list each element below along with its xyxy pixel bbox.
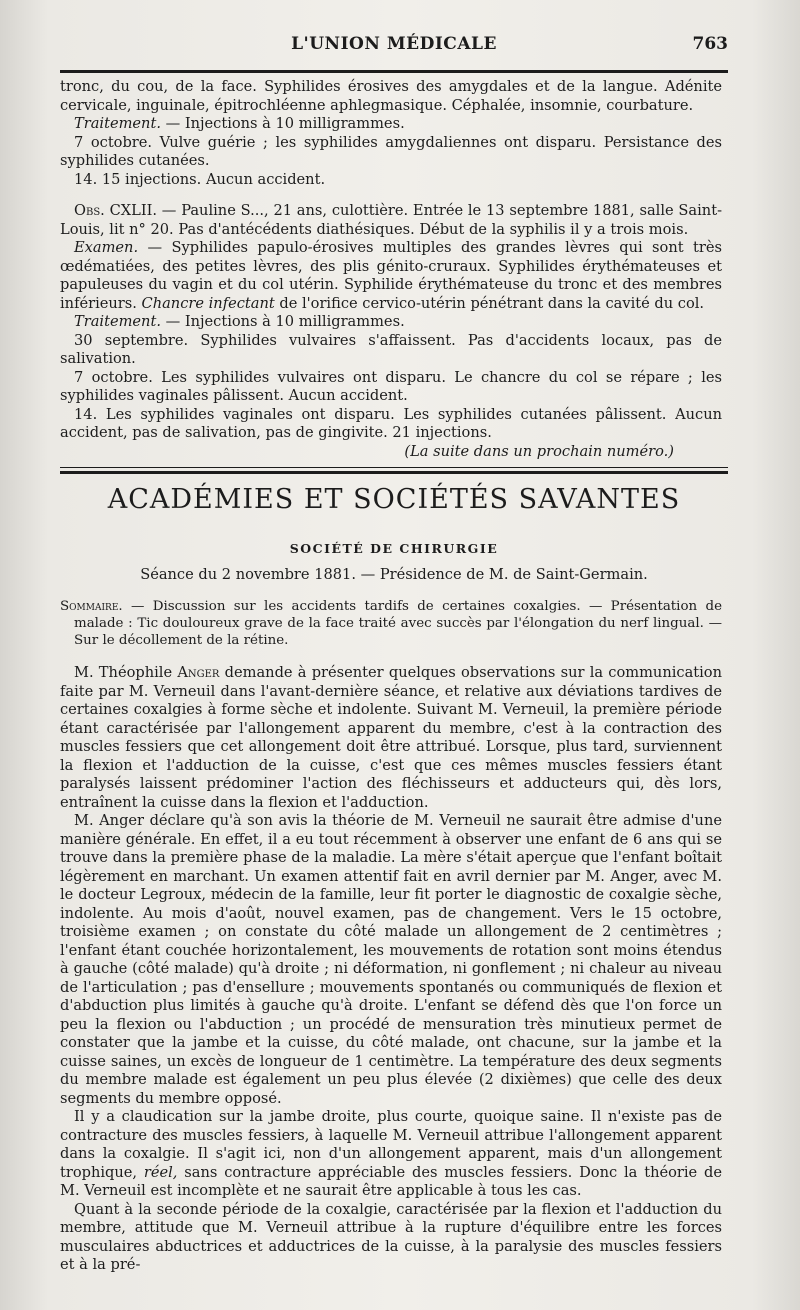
case-symptoms: tronc, du cou, de la face. Syphilides érosives des amygdales et de la langue. Adénite cervicale, inguinale, épitrochléenne aphlegmasique. Céphalée, insomnie, courbature. (60, 78, 722, 114)
chancre-text: de l'orifice cervico-utérin pénétrant dans la cavité du col. (274, 294, 705, 312)
body-paragraph-2: M. Anger déclare qu'à son avis la théorie de M. Verneuil ne saurait être admise d'une manière générale. En effet, il a eu tout récemment à observer une enfant de 6 ans qui se trouve dans la première phase de la maladie. La mère s'était aperçue que l'enfant boîtait légèrement en marchant. Un examen attentif fait en avril dernier par M. Anger, avec M. le docteur Legroux, médecin de la famille, leur fit porter le diagnostic de coxalgie sèche, indolente. Au mois d'août, nouvel examen, pas de changement. Vers le 15 octobre, troisième examen ; on constate du côté malade un allongement de 2 centimètres ; l'enfant étant couchée horizontalement, les mouvements de rotation sont moins étendus à gauche (côté malade) qu'à droite ; ni déformation, ni gonflement ; ni chaleur au niveau de l'articulation ; pas d'ensellure ; mouvements spontanés ou communiqués de flexion et d'abduction plus limités à gauche qu'à droite. L'enfant se défend dès que l'on force un peu la flexion ou l'abduction ; un procédé de mensuration très minutieux permet de constater que la jambe et la cuisse, du côté malade, ont chacune, sur la jambe et la cuisse saines, un excès de longueur de 1 centimètre. La température des deux segments du membre malade est également un peu plus élevée (2 dixièmes) que celle des deux segments du membre opposé. (60, 812, 722, 1107)
obs-oct7: 7 octobre. Les syphilides vulvaires ont disparu. Le chancre du col se répare ; les syphilides vaginales pâlissent. Aucun accident. (60, 368, 722, 404)
obs-treatment (60, 313, 722, 332)
p3-reel: réel, (143, 1163, 178, 1181)
summary-label: Sommaire. (60, 599, 123, 614)
page-number: 763 (692, 34, 728, 54)
obs-treatment-label: Traitement. (74, 313, 161, 330)
p3-b: sans contracture appréciable des muscles fessiers. Donc la théorie de M. Verneuil est incomplète et ne saurait être applicable à tous les cas. (60, 1163, 722, 1199)
p3-a: Il y a claudication sur la jambe droite, plus courte, quoique saine. Il n'existe pas de contracture des muscles fessiers, à laquelle M. Verneuil attribue l'allongement apparent dans la coxalgie. Il s'agit ici, non d'un allongement apparent, mais d'un allongement trophique, (60, 1108, 722, 1181)
summary-text: — Discussion sur les accidents tardifs de certaines coxalgies. — Présentation de malade : Tic douloureux grave de la face traité avec succès par l'élongation du nerf lingual. — Sur le décollement de la rétine. (74, 599, 722, 648)
body-paragraph-1 (60, 664, 722, 812)
case-oct7: 7 octobre. Vulve guérie ; les syphilides amygdaliennes ont disparu. Persistance des syphilides cutanées. (60, 133, 722, 169)
to-be-continued: (La suite dans un prochain numéro.) (404, 442, 674, 460)
section-title: ACADÉMIES ET SOCIÉTÉS SAVANTES (107, 484, 681, 515)
summary (60, 598, 722, 649)
obs-intro-text: — Pauline S..., 21 ans, culottière. Entrée le 13 septembre 1881, salle Saint-Louis, lit n° 20. Pas d'antécédents diathésiques. Début de la syphilis il y a trois mois. (60, 202, 722, 238)
p1-text: demande à présenter quelques observations sur la communication faite par M. Verneuil dans l'avant-dernière séance, et relative aux déviations tardives de certaines coxalgies à forme sèche et indolente. Suivant M. Verneuil, la première période étant caractérisée par l'allongement apparent du membre, c'est à la contraction des muscles fessiers que cet allongement doit être attribué. Lorsque, plus tard, surviennent la flexion et l'adduction de la cuisse, c'est que ces mêmes muscles fessiers étant paralysés laissent prédominer l'action des fléchisseurs et adducteurs qui, dès lors, entraînent la cuisse dans la flexion et l'adduction. (60, 664, 722, 811)
obs-examen (60, 239, 722, 313)
examen-label: Examen. (74, 239, 139, 256)
section-rule-top (60, 467, 728, 468)
running-title: L'UNION MÉDICALE (291, 34, 497, 54)
header-rule (60, 70, 728, 73)
p1-pre: M. Théophile (74, 664, 178, 681)
case-treatment (60, 115, 722, 134)
body-paragraph-3 (60, 1108, 722, 1201)
case-oct14: 14. 15 injections. Aucun accident. (74, 170, 326, 188)
summary-paragraph (60, 598, 722, 649)
obs-treatment-text: — Injections à 10 milligrammes. (160, 313, 405, 330)
section-rule-bottom (60, 471, 728, 474)
seance-line: Séance du 2 novembre 1881. — Présidence de M. de Saint-Germain. (140, 566, 648, 583)
obs-intro (60, 202, 722, 239)
treatment-text: — Injections à 10 milligrammes. (160, 115, 405, 132)
page-header (60, 34, 728, 58)
examen-text: — Syphilides papulo-érosives multiples des grandes lèvres qui sont très œdématiées, des petites lèvres, des plis génito-cruraux. Syphilides érythémateuses et papuleuses du vagin et du col utérin. Syphilide érythémateuse du tronc et des membres inférieurs. (60, 239, 722, 312)
obs-label: Obs. CXLII. (74, 202, 158, 219)
case-continuation (60, 78, 722, 461)
obs-oct14: 14. Les syphilides vaginales ont disparu. Les syphilides cutanées pâlissent. Aucun accident, pas de salivation, pas de gingivite. 21 injections. (60, 405, 722, 441)
speaker-name: Anger (177, 664, 220, 681)
society-name: SOCIÉTÉ DE CHIRURGIE (289, 541, 499, 556)
treatment-label: Traitement. (74, 115, 161, 132)
body-paragraph-4: Quant à la seconde période de la coxalgie, caractérisée par la flexion et l'adduction du membre, attitude que M. Verneuil attribue à la rupture d'équilibre entre les forces musculaires abductrices et adductrices de la cuisse, à la paralysie des muscles fessiers et à la pré- (60, 1200, 722, 1273)
chancre-term: Chancre infectant (141, 294, 275, 312)
article-body (60, 664, 722, 1275)
obs-sept30: 30 septembre. Syphilides vulvaires s'affaissent. Pas d'accidents locaux, pas de salivation. (60, 331, 722, 367)
